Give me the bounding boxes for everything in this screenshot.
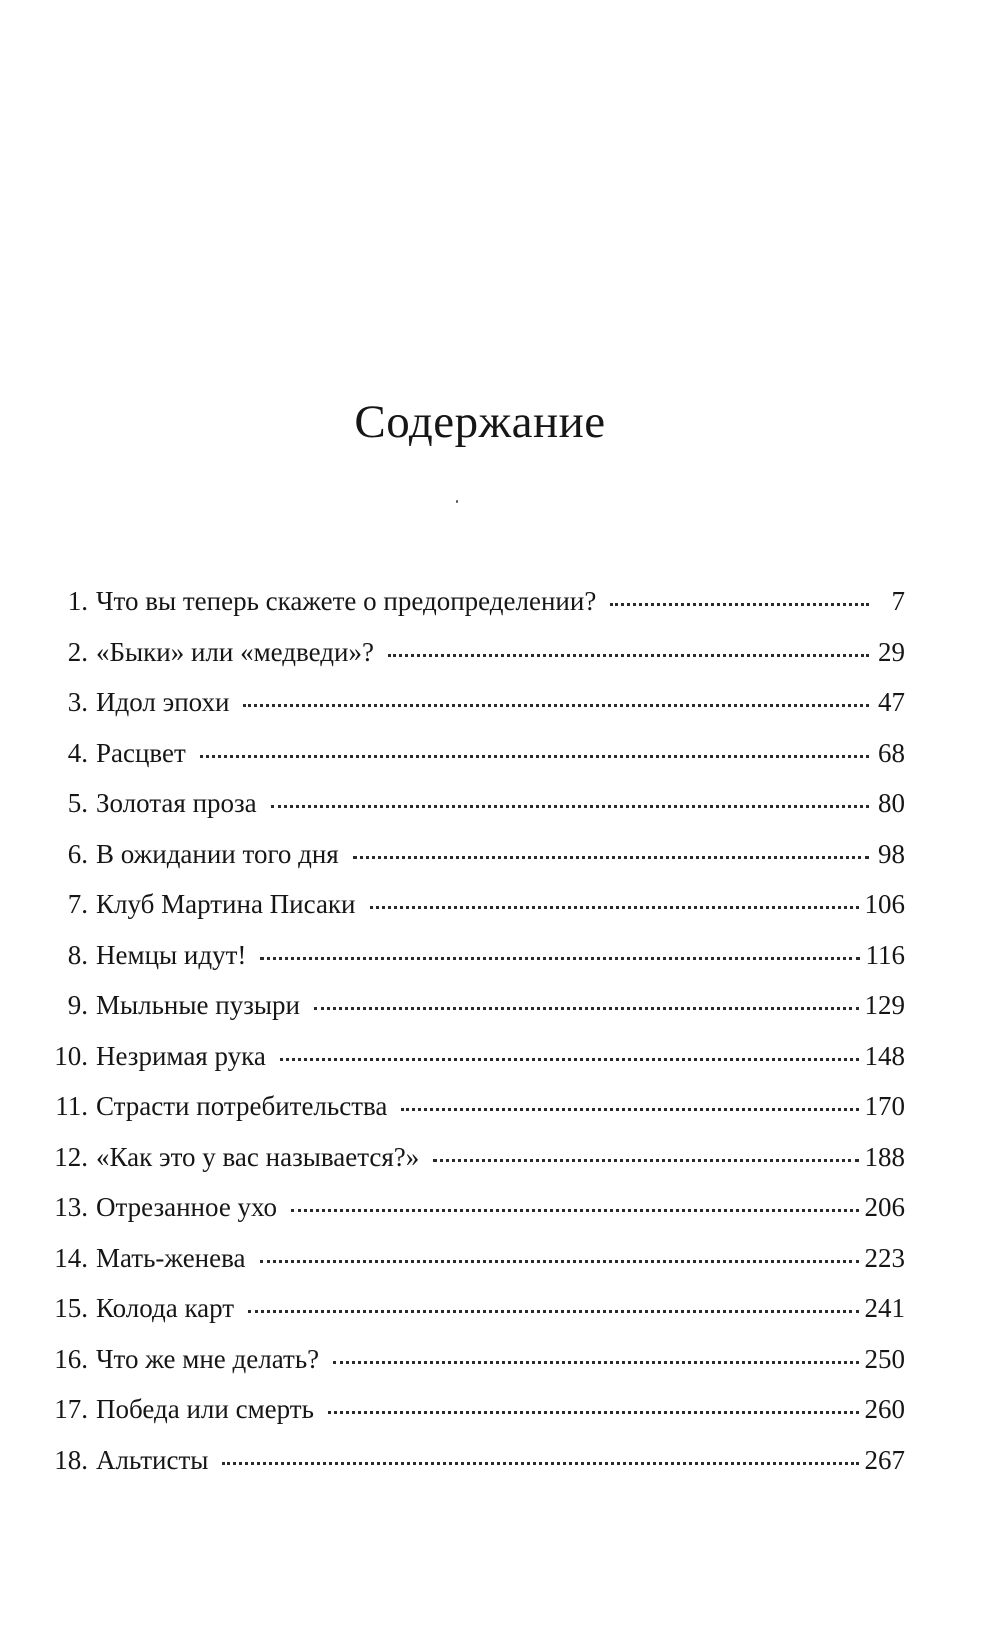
dot-leader (260, 1260, 859, 1263)
toc-entry-title: Мать-женева (96, 1242, 246, 1273)
dot-leader (200, 755, 869, 758)
dot-leader (610, 603, 869, 606)
dot-leader (328, 1411, 859, 1414)
toc-entry (50, 787, 905, 838)
toc-entry-number: 13. (54, 1192, 88, 1222)
toc-entry-title: Что же мне делать? (96, 1343, 320, 1374)
toc-entry (50, 939, 905, 990)
toc-entry (50, 888, 905, 939)
toc-entry-number: 14. (54, 1242, 88, 1273)
toc-entry-page: 170 (864, 1091, 905, 1121)
toc-entry-title: Отрезанное ухо (96, 1192, 278, 1222)
toc-entry-page: 206 (864, 1192, 905, 1222)
toc-entry (50, 1090, 905, 1141)
toc-entry-number: 3. (67, 687, 88, 717)
dot-leader (280, 1058, 859, 1061)
toc-entry-number: 8. (67, 939, 88, 970)
toc-entry-page: 250 (864, 1343, 905, 1374)
toc-entry-page: 98 (878, 838, 905, 869)
toc-entry (50, 989, 905, 1040)
toc-entry-title: В ожидании того дня (96, 838, 339, 869)
table-of-contents (50, 585, 905, 1494)
dot-leader (333, 1361, 858, 1364)
dot-leader (314, 1007, 859, 1010)
toc-entry-number: 11. (55, 1091, 88, 1121)
toc-entry-title: Победа или смерть (96, 1394, 314, 1424)
toc-entry-number: 7. (67, 889, 88, 919)
toc-entry (50, 1393, 905, 1444)
dot-leader (433, 1159, 858, 1162)
toc-entry (50, 1444, 905, 1495)
toc-entry-page: 260 (864, 1394, 905, 1424)
toc-entry-page: 80 (878, 788, 905, 818)
toc-entry-number: 1. (67, 586, 88, 616)
toc-entry-title: Мыльные пузыри (96, 990, 300, 1020)
toc-entry-number: 5. (67, 788, 88, 818)
toc-entry-title: Золотая проза (96, 788, 257, 818)
toc-entry-title: Альтисты (96, 1444, 209, 1475)
dot-leader (248, 1310, 858, 1313)
toc-entry-number: 10. (54, 1040, 88, 1071)
toc-entry-page: 188 (864, 1141, 905, 1172)
toc-entry-page: 241 (864, 1293, 905, 1323)
toc-entry (50, 1191, 905, 1242)
toc-entry (50, 636, 905, 687)
toc-entry-page: 7 (891, 586, 905, 616)
toc-entry-page: 223 (864, 1242, 905, 1273)
toc-entry-number: 17. (54, 1394, 88, 1424)
toc-entry-title: Что вы теперь скажете о предопределении? (96, 586, 597, 616)
dot-leader (222, 1462, 858, 1465)
toc-entry (50, 686, 905, 737)
toc-entry-number: 9. (67, 990, 88, 1020)
toc-entry-page: 29 (878, 636, 905, 667)
toc-entry-number: 16. (54, 1343, 88, 1374)
dot-leader (353, 856, 869, 859)
toc-entry-title: «Как это у вас называется?» (96, 1141, 420, 1172)
toc-entry-number: 6. (67, 838, 88, 869)
toc-entry (50, 1040, 905, 1091)
toc-entry (50, 1141, 905, 1192)
toc-entry-page: 129 (864, 990, 905, 1020)
toc-entry-page: 267 (864, 1444, 905, 1475)
toc-entry-title: Колода карт (96, 1293, 235, 1323)
toc-entry-page: 68 (878, 737, 905, 768)
toc-entry-number: 4. (67, 737, 88, 768)
toc-entry-title: Страсти потребительства (96, 1091, 388, 1121)
toc-entry-number: 18. (54, 1444, 88, 1475)
toc-entry (50, 737, 905, 788)
toc-entry-title: Клуб Мартина Писаки (96, 889, 356, 919)
dot-leader (271, 805, 869, 808)
toc-entry-title: Немцы идут! (96, 939, 247, 970)
toc-entry (50, 1343, 905, 1394)
toc-entry (50, 838, 905, 889)
toc-entry-number: 2. (67, 636, 88, 667)
print-speck (456, 500, 458, 503)
toc-entry-number: 12. (54, 1141, 88, 1172)
dot-leader (243, 704, 869, 707)
toc-entry-page: 148 (864, 1040, 905, 1071)
dot-leader (388, 654, 869, 657)
toc-entry-page: 116 (865, 939, 905, 970)
toc-entry-title: Расцвет (96, 737, 186, 768)
toc-entry-page: 106 (864, 889, 905, 919)
toc-entry-number: 15. (54, 1293, 88, 1323)
toc-entry (50, 1292, 905, 1343)
dot-leader (260, 957, 859, 960)
dot-leader (291, 1209, 858, 1212)
toc-entry (50, 585, 905, 636)
toc-entry-page: 47 (878, 687, 905, 717)
dot-leader (401, 1108, 858, 1111)
dot-leader (370, 906, 859, 909)
page-title: Содержание (354, 396, 606, 448)
toc-entry-title: Незримая рука (96, 1040, 266, 1071)
toc-entry (50, 1242, 905, 1293)
toc-entry-title: Идол эпохи (96, 687, 230, 717)
toc-entry-title: «Быки» или «медведи»? (96, 636, 374, 667)
